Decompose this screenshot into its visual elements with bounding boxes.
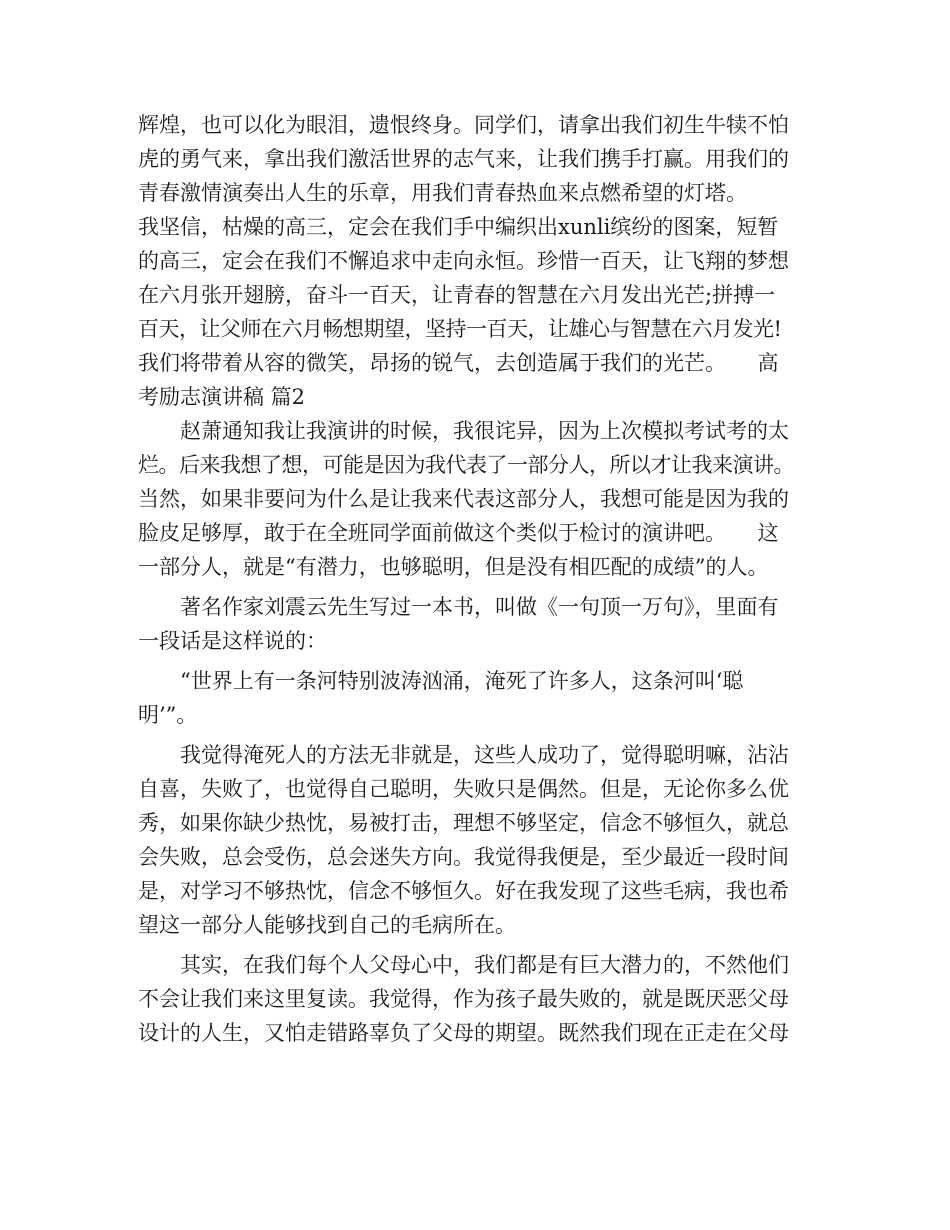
paragraph-first-line: 我觉得淹死人的方法无非就是，这些人成功了，觉得聪明嘛，沾沾 [180,743,789,767]
text-line: 我坚信，枯燥的高三，定会在我们手中编织出xunli缤纷的图案，短暂 [138,215,779,239]
text-line: 辉煌，也可以化为眼泪，遗恨终身。同学们，请拿出我们初生牛犊不怕 [138,113,789,137]
text-line: 一段话是这样说的： [138,629,327,653]
text-line: 不会让我们来这里复读。我觉得，作为孩子最失败的，就是既厌恶父母 [138,987,789,1011]
text-line: 烂。后来我想了想，可能是因为我代表了一部分人，所以才让我来演讲。 [138,453,794,477]
quote-first-line: “世界上有一条河特别波涛汹涌，淹死了许多人，这条河叫‘聪 [180,669,744,693]
text-line: 望这一部分人能够找到自己的毛病所在。 [138,913,516,937]
section-heading-line: 考励志演讲稿 篇2 [138,385,306,409]
text-line: 在六月张开翅膀，奋斗一百天，让青春的智慧在六月发出光芒;拼搏一 [138,283,776,307]
paragraph-first-line: 赵萧通知我让我演讲的时候，我很诧异，因为上次模拟考试考的太 [180,419,789,443]
text-line: 虎的勇气来，拿出我们激活世界的志气来，让我们携手打赢。用我们的 [138,147,789,171]
text-line: 自喜，失败了，也觉得自己聪明，失败只是偶然。但是，无论你多么优 [138,777,789,801]
document-body [138,108,818,1050]
text-line: 会失败，总会受伤，总会迷失方向。我觉得我便是，至少最近一段时间 [138,845,789,869]
quote-line: 明’”。 [138,703,198,727]
text-line: 的高三，定会在我们不懈追求中走向永恒。珍惜一百天，让飞翔的梦想 [138,249,789,273]
text-line: 是，对学习不够热忱，信念不够恒久。好在我发现了这些毛病，我也希 [138,879,789,903]
paragraph-first-line: 其实，在我们每个人父母心中，我们都是有巨大潜力的，不然他们 [180,953,789,977]
text-line: 秀，如果你缺少热忱，易被打击，理想不够坚定，信念不够恒久，就总 [138,811,789,835]
text-line: 青春激情演奏出人生的乐章，用我们青春热血来点燃希望的灯塔。 [138,181,747,205]
paragraph-first-line: 著名作家刘震云先生写过一本书，叫做《一句顶一万句》，里面有 [180,595,779,619]
text-line: 当然，如果非要问为什么是让我来代表这部分人，我想可能是因为我的 [138,487,789,511]
text-line: 设计的人生，又怕走错路辜负了父母的期望。既然我们现在正走在父母 [138,1021,789,1045]
text-line: 一部分人，就是“有潜力，也够聪明，但是没有相匹配的成绩”的人。 [138,555,769,579]
text-line: 我们将带着从容的微笑，昂扬的锐气，去创造属于我们的光芒。 高 [138,351,779,375]
text-line: 脸皮足够厚，敢于在全班同学面前做这个类似于检讨的演讲吧。 这 [138,521,779,545]
text-line: 百天，让父师在六月畅想期望，坚持一百天，让雄心与智慧在六月发光! [138,317,782,341]
